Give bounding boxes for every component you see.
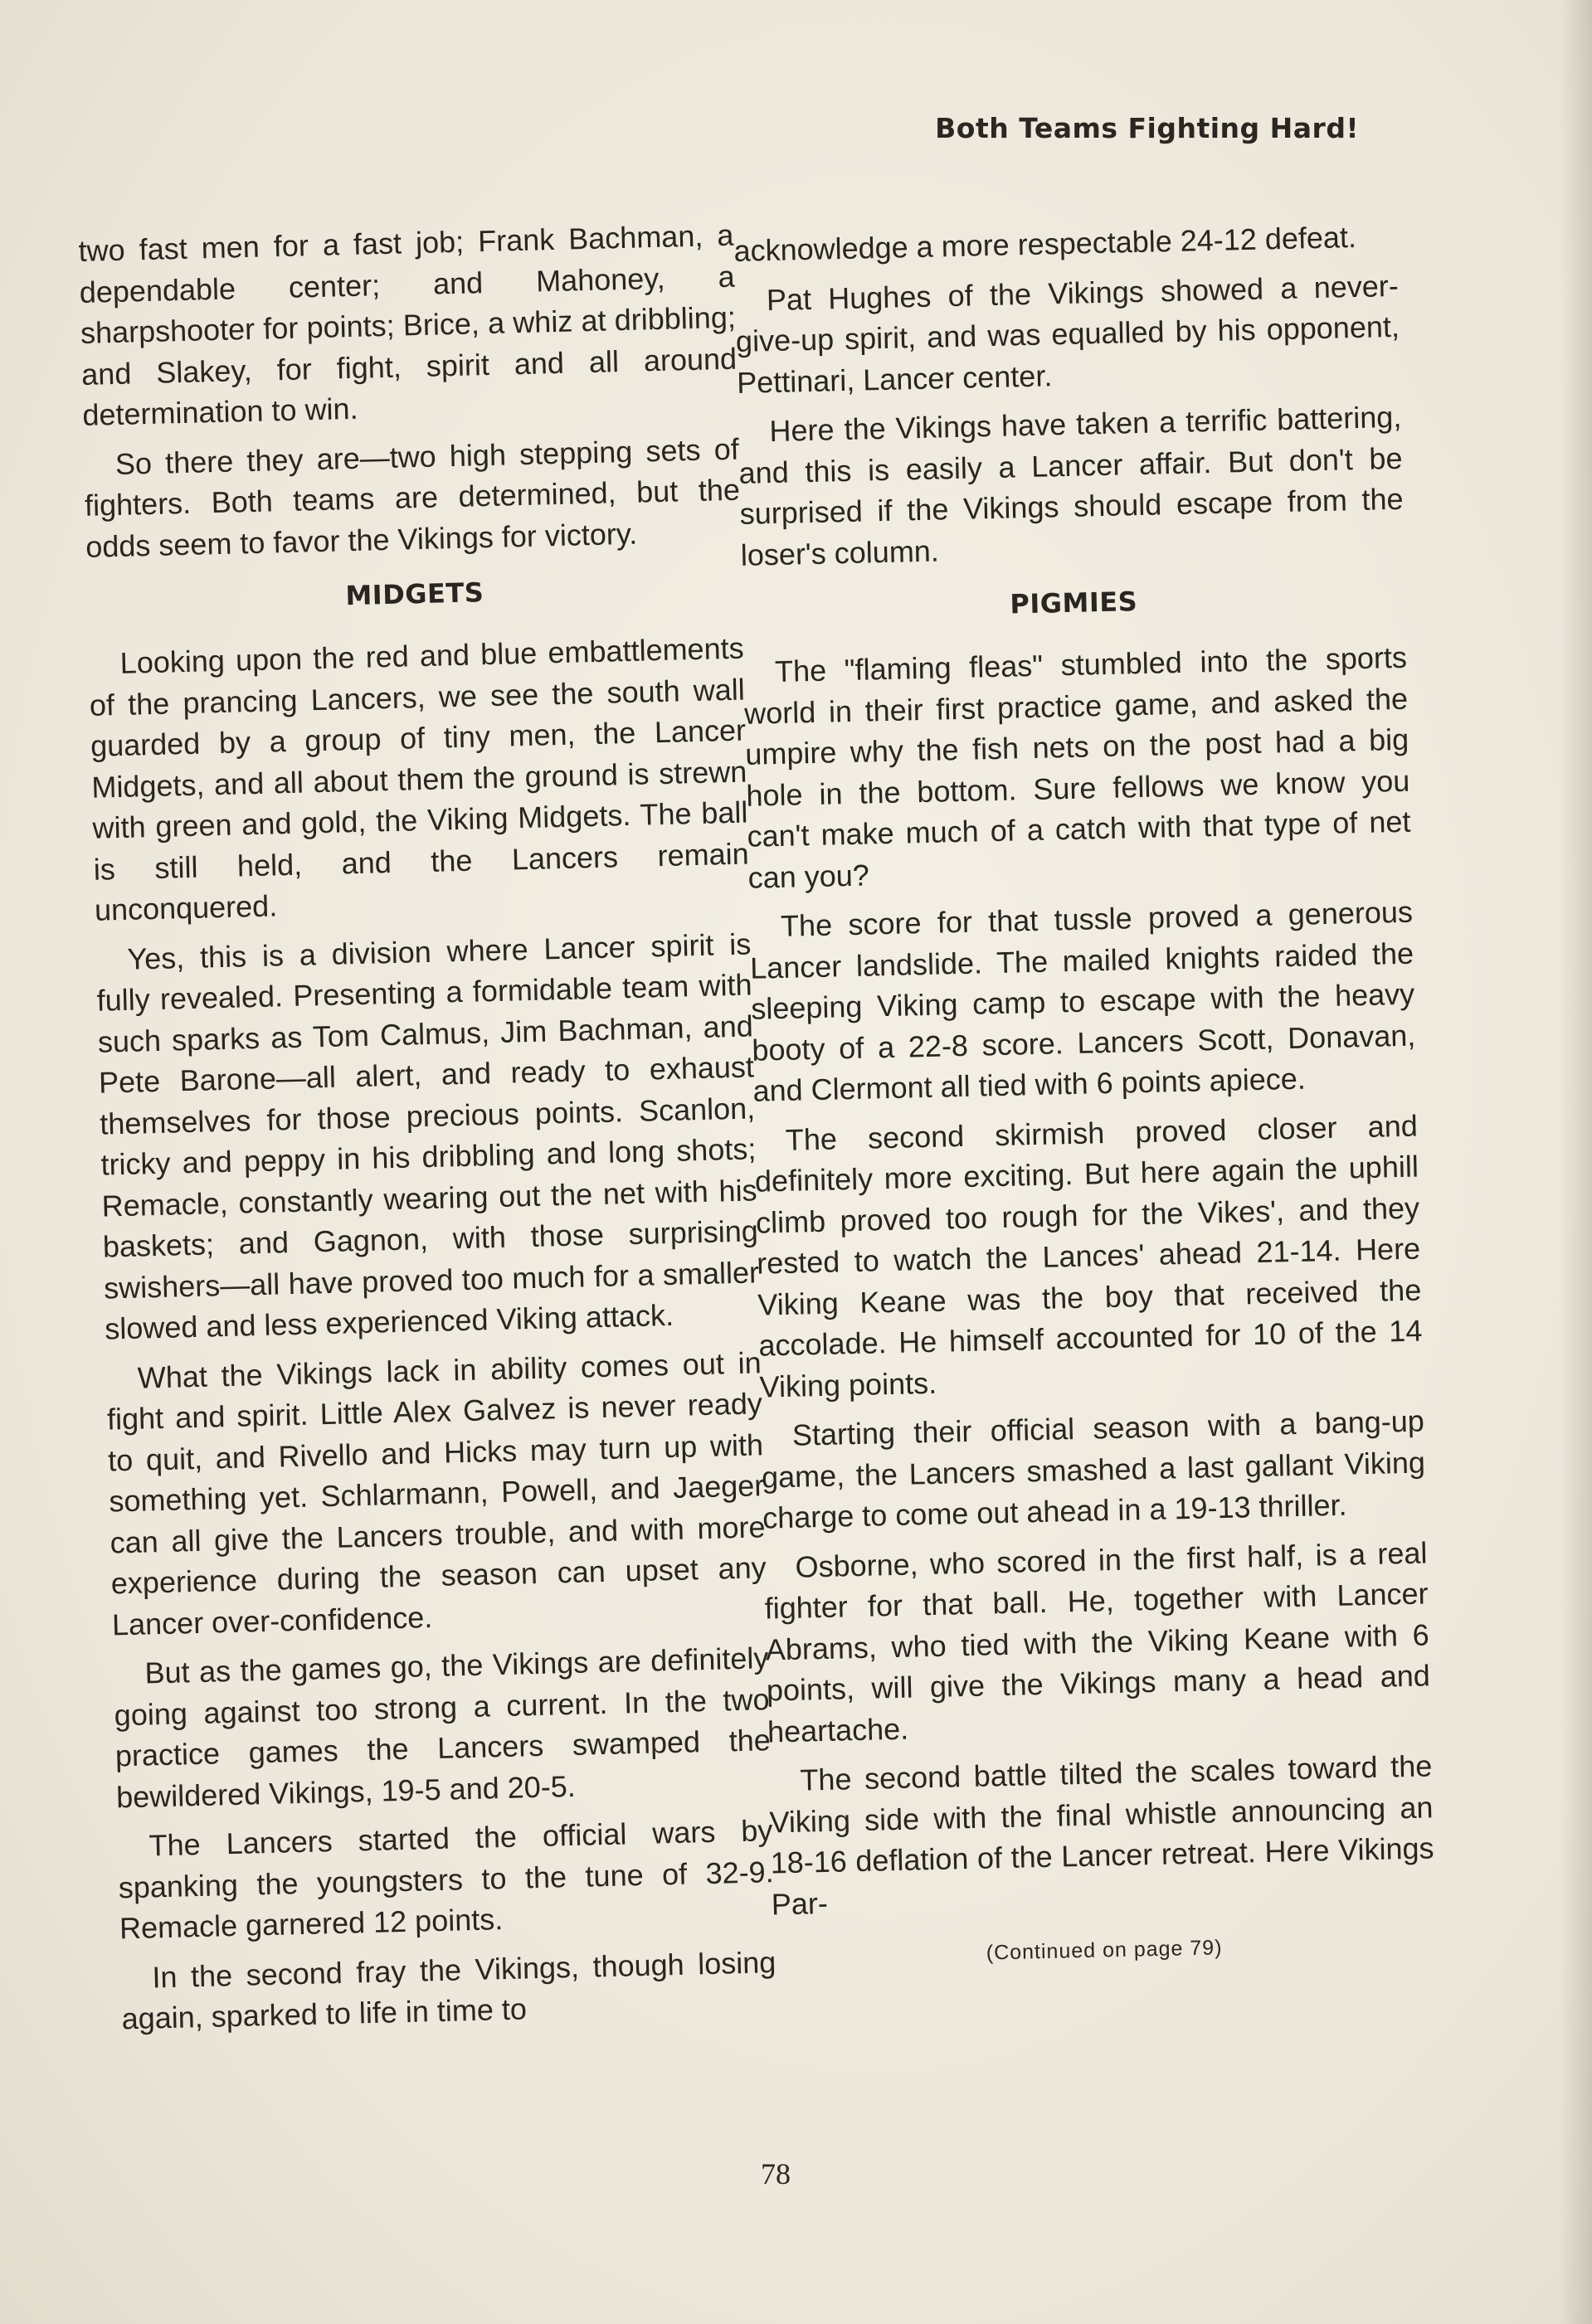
paragraph: The score for that tussle proved a generous Lancer landslide. The mailed knights raided the sleeping Viking camp to escape with the heavy booty of a 22-8 score. Lancers Scott, Donavan, and Clermont all tied with 6 points apiece. [749,894,1416,1108]
left-column [78,215,777,2040]
paragraph: Pat Hughes of the Vikings showed a never-give-up spirit, and was equalled by his opponent, Pettinari, Lancer center. [735,268,1400,400]
paragraph: two fast men for a fast job; Frank Bachman, a dependable center; and Mahoney, a sharpshooter for points; Brice, a whiz at dribbling; and Slakey, for fight, spirit and all around determination to win. [78,217,738,432]
binding-edge-shadow [1559,0,1592,2324]
paragraph: Starting their official season with a bang-up game, the Lancers smashed a last gallant Viking charge to come out ahead in a 19-13 thriller. [761,1403,1426,1535]
section-heading-pigmies: PIGMIES [1009,586,1138,620]
paragraph: The second skirmish proved closer and definitely more exciting. But here again the uphill climb proved too rough for the Vikes', and they rested to watch the Lances' ahead 21-14. Here Viking Keane was the boy that received the accolade. He himself accounted for 10 of the 14 Viking points. [754,1108,1423,1404]
running-header: Both Teams Fighting Hard! [935,112,1359,144]
paragraph: Osborne, who scored in the first half, is a real fighter for that ball. He, together with Lancer Abrams, who tied with the Viking Keane with 6 points, will give the Vikings many a head and heartache. [764,1534,1431,1749]
paragraph: Looking upon the red and blue embattlements of the prancing Lancers, we see the south wall guarded by a group of tiny men, the Lancer Midgets, and all about them the ground is strewn with green and gold, the Viking Midgets. The ball is still held, and the Lancers remain unconquered. [89,630,750,927]
paragraph: The "flaming fleas" stumbled into the sports world in their first practice game, and asked the umpire why the fish nets on the post had a big hole in the bottom. Sure fellows we know you can't make much of a catch with that type of net can you? [743,639,1411,895]
page-number: 78 [761,2157,791,2190]
paragraph: Here the Vikings have taken a terrific battering, and this is easily a Lancer affair. But don't be surprised if the Vikings should escape from the loser's column. [738,399,1405,572]
paragraph: acknowledge a more respectable 24-12 defeat. [733,219,1357,268]
paragraph: So there they are—two high stepping sets of fighters. Both teams are determined, but the odds seem to favor the Vikings for victory. [84,431,741,564]
paragraph: Yes, this is a division where Lancer spirit is fully revealed. Presenting a formidable team with such sparks as Tom Calmus, Jim Bachman, and Pete Barone—all alert, and ready to exhaust themselves for those precious points. Scanlon, tricky and peppy in his dribbling and long shots; Remacle, constantly wearing out the net with his baskets; and Gagnon, with those surprising swishers—all have proved too much for a smaller slowed and less experienced Viking attack. [96,926,760,1346]
section-heading-midgets: MIDGETS [344,576,484,612]
paragraph: In the second fray the Vikings, though losing again, sparked to life in time to [121,1944,777,2036]
paragraph: But as the games go, the Vikings are definitely going against too strong a current. In the two practice games the Lancers swamped the bewildered Vikings, 19-5 and 20-5. [114,1641,772,1814]
continued-note: (Continued on page 79) [986,1936,1223,1965]
paragraph: The Lancers started the official wars by spanking the youngsters to the tune of 32-9. Remacle garnered 12 points. [118,1813,775,1946]
right-column [733,216,1437,1979]
paragraph: What the Vikings lack in ability comes out in fight and spirit. Little Alex Galvez is never ready to quit, and Rivello and Hicks may turn up with something yet. Schlarmann, Powell, and Jaeger can all give the Lancers trouble, and with more experience during the season can upset any Lancer over-confidence. [106,1344,767,1641]
paragraph: The second battle tilted the scales toward the Viking side with the final whistle announcing an 18-16 deflation of the Lancer retreat. Here Vikings Par- [769,1748,1434,1921]
